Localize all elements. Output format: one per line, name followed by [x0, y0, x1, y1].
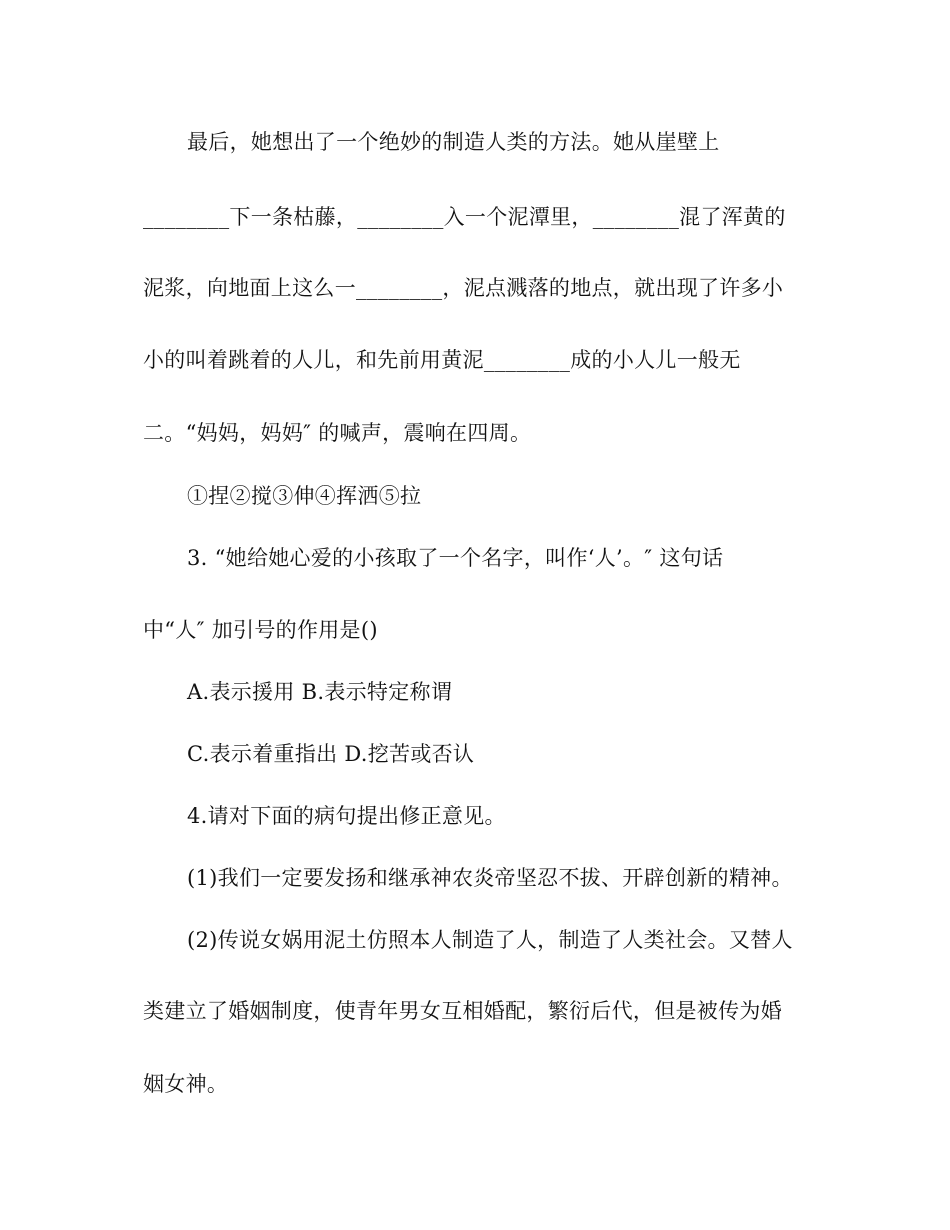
- question-3-line-1: [187, 545, 723, 571]
- fill-blank: ________: [356, 276, 443, 300]
- text: 入一个泥潭里，: [443, 205, 593, 229]
- text: C.表示着重指出 D.挖苦或否认: [187, 742, 475, 766]
- text: 小的叫着跳着的人儿，和先前用黄泥: [143, 348, 484, 372]
- question-4-item-2-line-2: [143, 998, 782, 1024]
- text: ，泥点溅落的地点，就出现了许多小: [442, 276, 784, 300]
- paragraph-line-4: [143, 347, 741, 373]
- text: 二。“妈妈，妈妈″ 的喊声，震响在四周。: [143, 421, 532, 445]
- fill-blank: ________: [357, 205, 444, 229]
- paragraph-line-1: [187, 129, 720, 155]
- paragraph-line-5: [143, 420, 531, 446]
- text: 最后，她想出了一个绝妙的制造人类的方法。她从崖壁上: [187, 130, 720, 154]
- fill-blank: ________: [483, 348, 571, 372]
- text: 3. “她给她心爱的小孩取了一个名字，叫作‘人’。″ 这句话: [187, 546, 724, 570]
- fill-blank: ________: [592, 205, 680, 229]
- text: A.表示援用 B.表示特定称谓: [187, 680, 453, 704]
- text: 下一条枯藤，: [229, 205, 358, 229]
- question-4-item-2-line-3: [143, 1071, 228, 1097]
- question-3-line-2: [143, 617, 378, 643]
- text: 姻女神。: [143, 1072, 229, 1096]
- answer-options: [187, 483, 421, 509]
- text: (2)传说女娲用泥土仿照本人制造了人，制造了人类社会。又替人: [187, 928, 793, 952]
- paragraph-line-3: [143, 275, 783, 301]
- text: ①捏②搅③伸④挥洒⑤拉: [187, 484, 422, 508]
- text: 泥浆，向地面上这么一: [143, 276, 356, 300]
- text: 类建立了婚姻制度，使青年男女互相婚配，繁衍后代，但是被传为婚: [143, 999, 782, 1023]
- text: 成的小人儿一般无: [570, 348, 741, 372]
- fill-blank: ________: [143, 205, 230, 229]
- question-4-title: [187, 803, 506, 829]
- question-4-item-1: [187, 865, 793, 891]
- text: 中“人″ 加引号的作用是(): [143, 618, 378, 642]
- text: 4.请对下面的病句提出修正意见。: [187, 804, 506, 828]
- paragraph-line-2: [143, 204, 786, 230]
- question-4-item-2-line-1: [187, 927, 793, 953]
- question-3-choices-ab: [187, 679, 452, 705]
- question-3-choices-cd: [187, 741, 474, 767]
- text: (1)我们一定要发扬和继承神农炎帝坚忍不拔、开辟创新的精神。: [187, 866, 793, 890]
- text: 混了浑黄的: [679, 205, 786, 229]
